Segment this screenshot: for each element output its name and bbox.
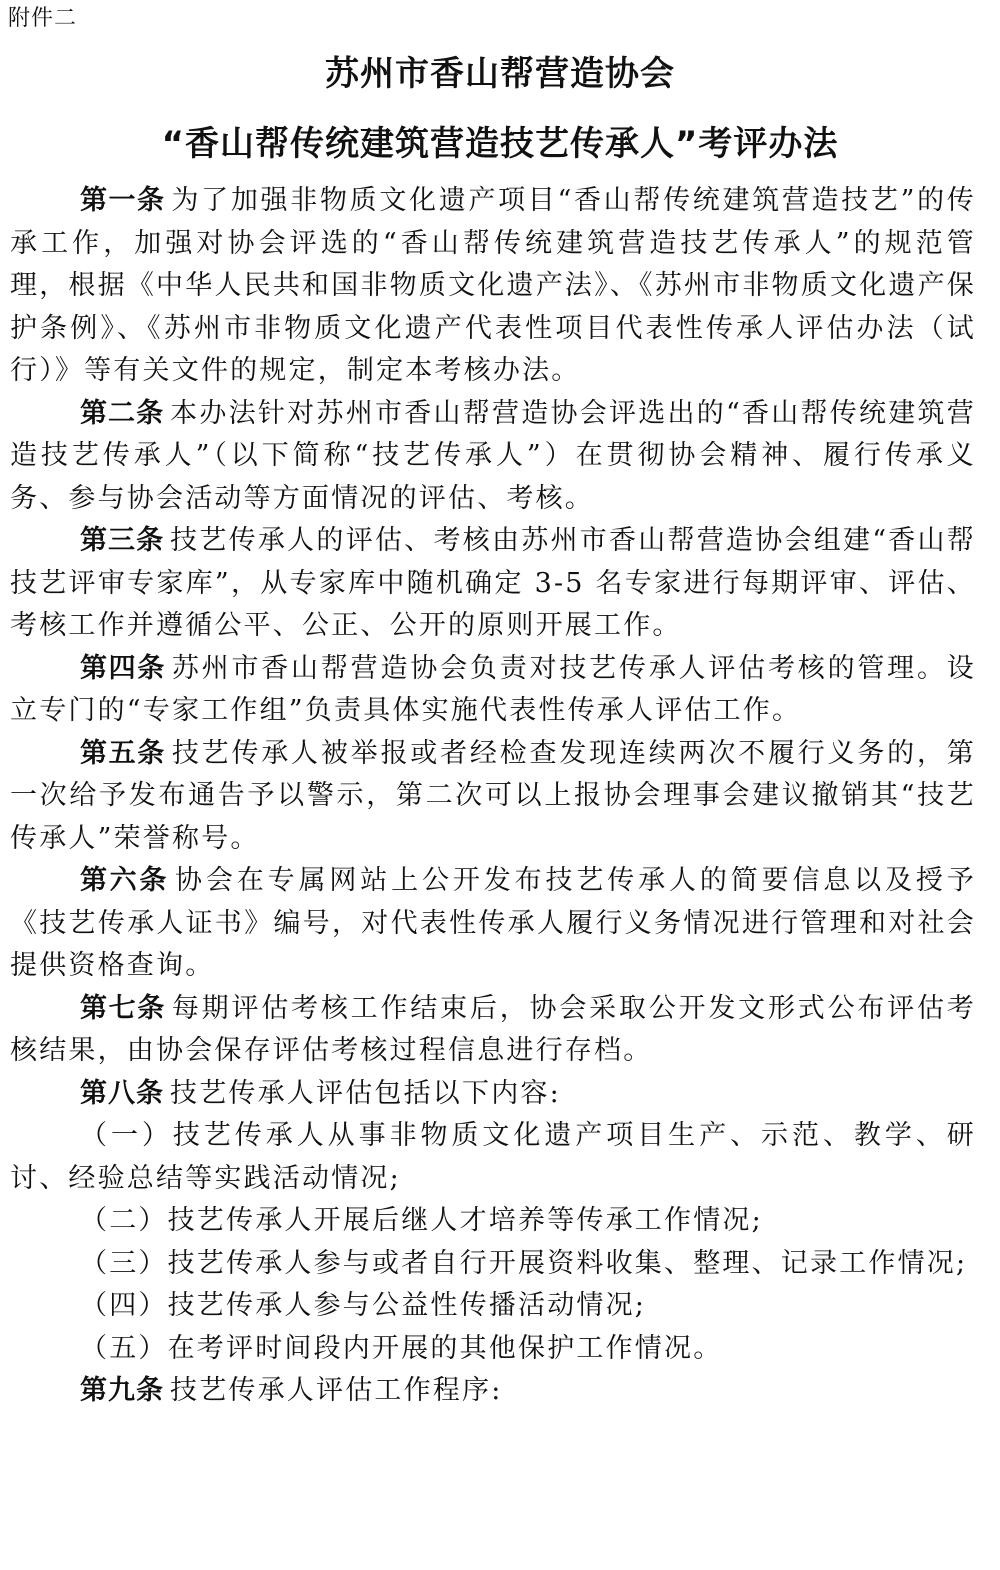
article-4 (10, 648, 976, 733)
article-9 (10, 1370, 976, 1413)
article-text: 技艺传承人被举报或者经检查发现连续两次不履行义务的，第一次给予发布通告予以警示，第二次可以上报协会理事会建议撤销其“技艺传承人”荣誉称号。 (10, 737, 977, 854)
article-7 (10, 988, 976, 1073)
article-number: 第四条 (80, 652, 166, 684)
article-number: 第二条 (80, 397, 165, 429)
document-title-line-2: “香山帮传统建筑营造技艺传承人”考评办法 (161, 124, 839, 164)
article-number: 第六条 (80, 865, 170, 896)
list-item: （四）技艺传承人参与公益性传播活动情况; (80, 1290, 647, 1321)
list-item: （一）技艺传承人从事非物质文化遗产项目生产、示范、教学、研讨、经验总结等实践活动情况; (10, 1120, 976, 1194)
article-1 (10, 180, 976, 393)
article-number: 第七条 (80, 992, 166, 1024)
article-number: 第三条 (80, 525, 165, 556)
article-text: 技艺传承人评估包括以下内容: (170, 1077, 561, 1109)
article-text: 为了加强非物质文化遗产项目“香山帮传统建筑营造技艺”的传承工作，加强对协会评选的“香山帮传统建筑营造技艺传承人”的规范管理，根据《中华人民共和国非物质文化遗产法》、《苏州市非物质文化遗产保护条例》、《苏州市非物质文化遗产代表性项目代表性传承人评估办法（试行）》等有关文件的规定，制定本考核办法。 (10, 185, 976, 386)
article-2 (10, 393, 976, 521)
attachment-label: 附件二 (8, 6, 78, 31)
article-number: 第一条 (80, 185, 166, 216)
article-text: 苏州市香山帮营造协会负责对技艺传承人评估考核的管理。设立专门的“专家工作组”负责具体实施代表性传承人评估工作。 (10, 652, 977, 726)
article-number: 第五条 (80, 737, 166, 769)
list-item: （三）技艺传承人参与或者自行开展资料收集、整理、记录工作情况; (80, 1247, 968, 1279)
article-number: 第八条 (80, 1077, 164, 1109)
article-text: 技艺传承人的评估、考核由苏州市香山帮营造协会组建“香山帮技艺评审专家库”，从专家库中随机确定 3-5 名专家进行每期评审、评估、考核工作并遵循公平、公正、公开的原则开展工作。 (10, 525, 977, 641)
article-text: 本办法针对苏州市香山帮营造协会评选出的“香山帮传统建筑营造技艺传承人”（以下简称“技艺传承人”）在贯彻协会精神、履行传承义务、参与协会活动等方面情况的评估、考核。 (10, 397, 977, 514)
article-number: 第九条 (80, 1375, 164, 1406)
article-text: 每期评估考核工作结束后，协会采取公开发文形式公布评估考核结果，由协会保存评估考核过程信息进行存档。 (10, 992, 977, 1066)
article-3 (10, 520, 976, 648)
list-item: （五）在考评时间段内开展的其他保护工作情况。 (80, 1332, 723, 1364)
document-title-line-1: 苏州市香山帮营造协会 (325, 54, 675, 94)
article-6 (10, 860, 976, 988)
article-5 (10, 733, 976, 861)
article-8 (10, 1073, 976, 1116)
article-text: 协会在专属网站上公开发布技艺传承人的简要信息以及授予《技艺传承人证书》编号，对代表性传承人履行义务情况进行管理和对社会提供资格查询。 (10, 865, 976, 981)
article-text: 技艺传承人评估工作程序: (170, 1375, 503, 1406)
list-item: （二）技艺传承人开展后继人才培养等传承工作情况; (80, 1205, 763, 1236)
document-body (10, 180, 976, 1413)
